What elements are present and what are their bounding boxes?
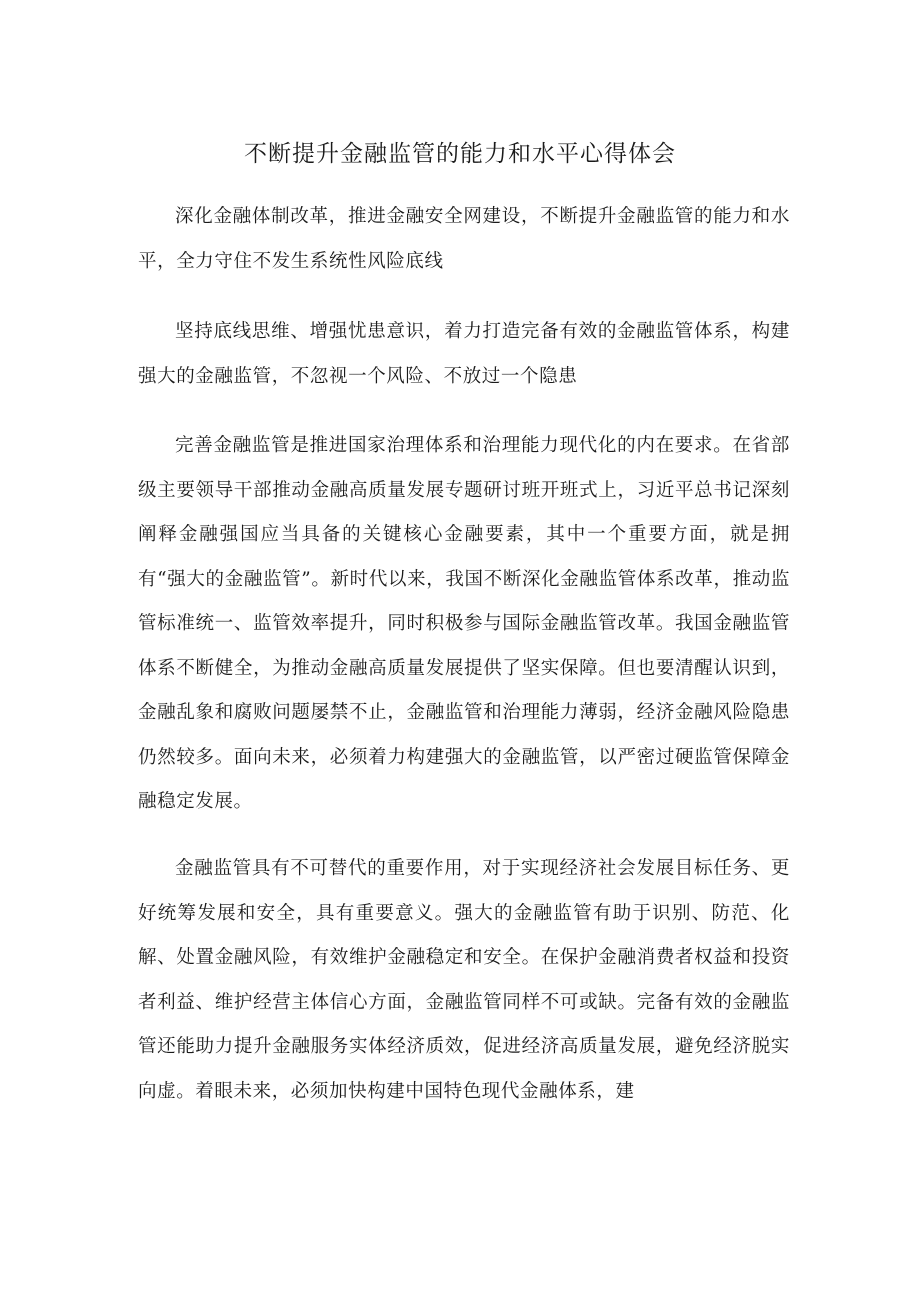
paragraph-4: 金融监管具有不可替代的重要作用，对于实现经济社会发展目标任务、更好统筹发展和安全，具有重要意义。强大的金融监管有助于识别、防范、化解、处置金融风险，有效维护金融稳定和安全。在保护金融消费者权益和投资者利益、维护经营主体信心方面，金融监管同样不可或缺。完备有效的金融监管还能助力提升金融服务实体经济质效，促进经济高质量发展，避免经济脱实向虚。着眼未来，必须加快构建中国特色现代金融体系，建 <box>138 858 790 1102</box>
paragraph-1: 深化金融体制改革，推进金融安全网建设，不断提升金融监管的能力和水平，全力守住不发生系统性风险底线 <box>138 206 790 272</box>
document-title: 不断提升金融监管的能力和水平心得体会 <box>244 141 676 167</box>
paragraph-3: 完善金融监管是推进国家治理体系和治理能力现代化的内在要求。在省部级主要领导干部推动金融高质量发展专题研讨班开班式上，习近平总书记深刻阐释金融强国应当具备的关键核心金融要素，其中一个重要方面，就是拥有“强大的金融监管”。新时代以来，我国不断深化金融监管体系改革，推动监管标准统一、监管效率提升，同时积极参与国际金融监管改革。我国金融监管体系不断健全，为推动金融高质量发展提供了坚实保障。但也要清醒认识到，金融乱象和腐败问题屡禁不止，金融监管和治理能力薄弱，经济金融风险隐患仍然较多。面向未来，必须着力构建强大的金融监管，以严密过硬监管保障金融稳定发展。 <box>138 435 790 812</box>
paragraph-2: 坚持底线思维、增强忧患意识，着力打造完备有效的金融监管体系，构建强大的金融监管，不忽视一个风险、不放过一个隐患 <box>138 321 790 387</box>
